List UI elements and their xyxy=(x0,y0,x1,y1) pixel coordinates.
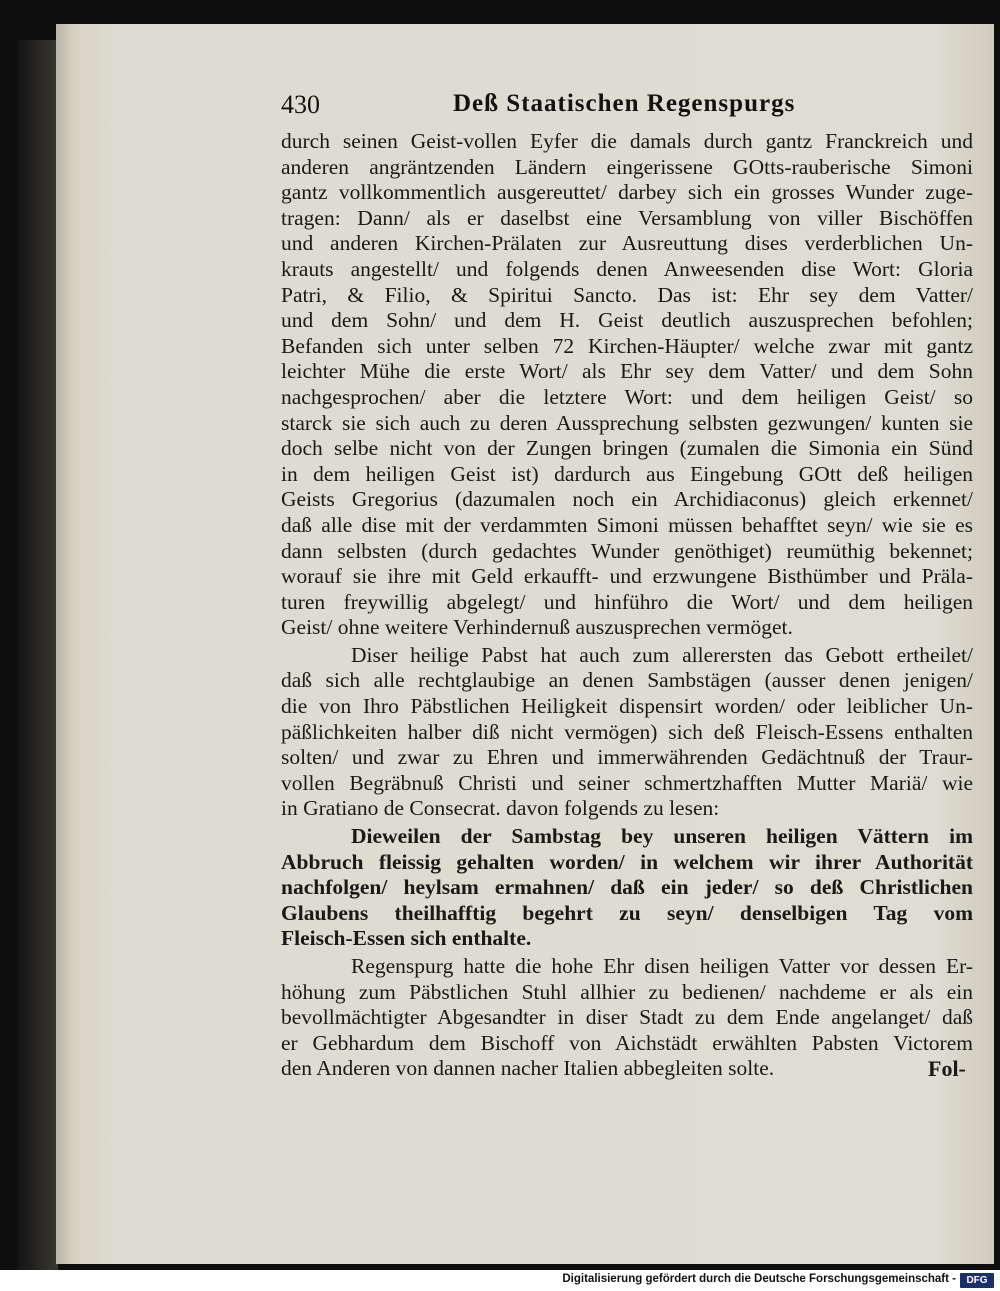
text-line: Regenspurg hatte die hohe Ehr disen heiligen Vatter vor dessen Er- xyxy=(351,954,973,978)
text-line: päßlichkeiten halber diß nicht vermögen) sich deß Fleisch-Essens enthalten xyxy=(281,719,973,744)
footer-bar xyxy=(0,1270,1000,1291)
text-line: anderen angräntzenden Ländern eingerissene GOtts-rauberische Simoni xyxy=(281,154,973,179)
text-line: in Gratiano de Consecrat. davon folgends zu lesen: xyxy=(281,796,720,821)
text-line: die von Ihro Päbstlichen Heiligkeit dispensirt worden/ oder leiblicher Un- xyxy=(281,694,973,719)
text-line: Abbruch fleissig gehalten worden/ in welchem wir ihrer Authorität xyxy=(281,849,973,874)
text-line: bevollmächtigter Abgesandter in diser Stadt zu dem Ende angelanget/ daß xyxy=(281,1005,973,1030)
text-line: und anderen Kirchen-Prälaten zur Ausreuttung dises verderblichen Un- xyxy=(281,231,973,256)
text-line: durch seinen Geist-vollen Eyfer die damals durch gantz Franckreich und xyxy=(281,129,973,153)
text-line: Patri, & Filio, & Spiritui Sancto. Das ist: Ehr sey dem Vatter/ xyxy=(281,282,973,307)
text-line: nachgesprochen/ aber die letztere Wort: und dem heiligen Geist/ so xyxy=(281,384,973,409)
text-line: worauf sie ihre mit Geld erkaufft- und erzwungene Bisthümber und Präla- xyxy=(281,564,973,589)
text-line: Geists Gregorius (dazumalen noch ein Archidiaconus) gleich erkennet/ xyxy=(281,487,973,512)
text-line: er Gebhardum dem Bischoff von Aichstädt erwählten Pabsten Victorem xyxy=(281,1030,973,1055)
body-text xyxy=(281,129,973,1082)
text-line: Glaubens theilhafftig begehrt zu seyn/ denselbigen Tag vom xyxy=(281,900,973,925)
text-line: Geist/ ohne weitere Verhindernuß auszusprechen vermöget. xyxy=(281,615,793,640)
text-line: Dieweilen der Sambstag bey unseren heiligen Vättern im xyxy=(351,824,973,849)
page-header xyxy=(281,90,971,126)
funding-credit: Digitalisierung gefördert durch die Deutsche Forschungsgemeinschaft - xyxy=(562,1273,956,1285)
catchword: Fol- xyxy=(928,1056,966,1081)
paragraph-4 xyxy=(281,954,973,1082)
text-line: in dem heiligen Geist ist) dardurch aus Eingebung GOtt deß heiligen xyxy=(281,461,973,486)
text-line: solten/ und zwar zu Ehren und immerwährenden Gedächtnuß der Traur- xyxy=(281,745,973,770)
text-line: den Anderen von dannen nacher Italien abbegleiten solte. xyxy=(281,1056,775,1081)
quotation-paragraph xyxy=(281,824,973,952)
book-gutter xyxy=(18,40,58,1270)
text-line: und dem Sohn/ und dem H. Geist deutlich auszusprechen befohlen; xyxy=(281,308,973,333)
text-line: Fleisch-Essen sich enthalte. xyxy=(281,926,532,951)
text-line: starck sie sich auch zu deren Aussprechung selbsten gezwungen/ kunten sie xyxy=(281,410,973,435)
text-line: turen freywillig abgelegt/ und hinführo die Wort/ und dem heiligen xyxy=(281,589,973,614)
text-line: doch selbe nicht von der Zungen bringen (zumalen die Simonia ein Sünd xyxy=(281,436,973,461)
text-line: Diser heilige Pabst hat auch zum allerersten das Gebott ertheilet/ xyxy=(351,642,973,667)
page-number: 430 xyxy=(281,90,320,119)
text-line: nachfolgen/ heylsam ermahnen/ daß ein jeder/ so deß Christlichen xyxy=(281,875,973,900)
text-line: dann selbsten (durch gedachtes Wunder genöthiget) reumüthig bekennet; xyxy=(281,538,973,563)
text-line: vollen Begräbnuß Christi und seiner schmertzhafften Mutter Mariä/ wie xyxy=(281,770,973,795)
dfg-logo-icon: DFG xyxy=(960,1273,994,1288)
text-line: krauts angestellt/ und folgends denen Anweesenden dise Wort: Gloria xyxy=(281,256,973,281)
text-line: daß alle dise mit der verdammten Simoni müssen behafftet seyn/ wie sie es xyxy=(281,512,973,537)
text-line: daß sich alle rechtglaubige an denen Sambstägen (ausser denen jenigen/ xyxy=(281,668,973,693)
text-line: gantz vollkommentlich ausgereuttet/ darbey sich ein grosses Wunder zuge- xyxy=(281,180,973,205)
text-line: tragen: Dann/ als er daselbst eine Versamblung von viller Bischöffen xyxy=(281,205,973,230)
text-line: Befanden sich unter selben 72 Kirchen-Häupter/ welche zwar mit gantz xyxy=(281,333,973,358)
paragraph-1 xyxy=(281,129,973,641)
running-title: Deß Staatischen Regenspurgs xyxy=(453,90,796,117)
paragraph-2 xyxy=(281,643,973,822)
text-line: leichter Mühe die erste Wort/ als Ehr sey dem Vatter/ und dem Sohn xyxy=(281,359,973,384)
text-line: höhung zum Päbstlichen Stuhl allhier zu bedienen/ nachdeme er als ein xyxy=(281,979,973,1004)
